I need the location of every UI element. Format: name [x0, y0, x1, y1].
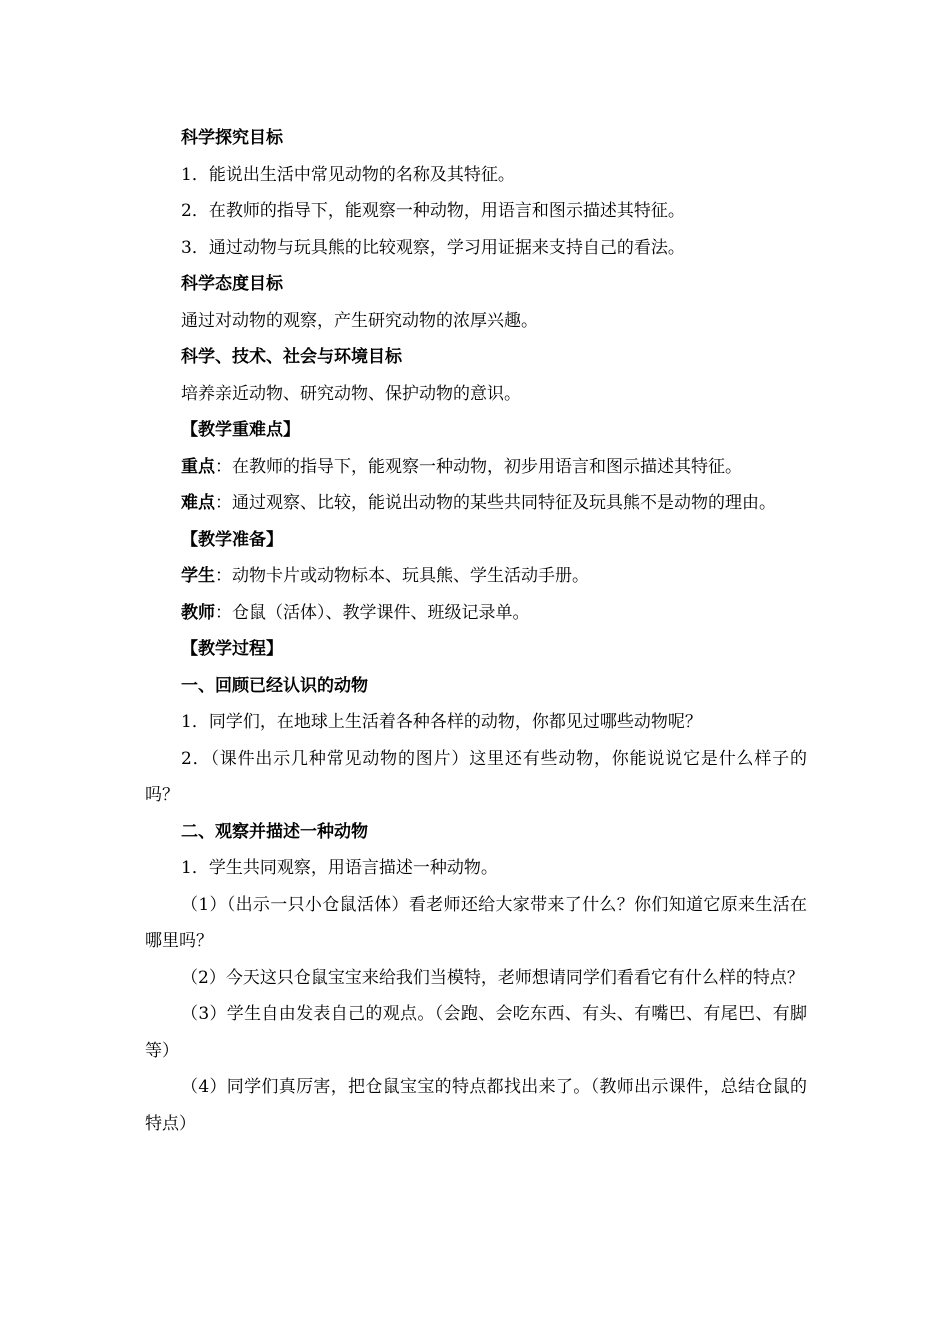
paragraph: 1．同学们，在地球上生活着各种各样的动物，你都见过哪些动物呢？	[181, 712, 702, 732]
label-teacher: 教师	[181, 602, 215, 623]
paragraph: （2）今天这只仓鼠宝宝来给我们当模特，老师想请同学们看看它有什么样的特点？	[181, 967, 804, 988]
paragraph-student-prep	[145, 558, 807, 595]
section-heading-process: 【教学过程】	[181, 639, 283, 659]
paragraph-key-point	[145, 449, 807, 486]
label-student: 学生	[181, 566, 215, 586]
section-heading-attitude-goals: 科学态度目标	[181, 274, 283, 294]
label-difficult: 难点	[181, 493, 215, 513]
paragraph: 3．通过动物与玩具熊的比较观察，学习用证据来支持自己的看法。	[181, 237, 685, 258]
paragraph: 通过对动物的观察，产生研究动物的浓厚兴趣。	[181, 310, 538, 331]
paragraph-teacher-prep	[145, 595, 807, 632]
paragraph: （3）学生自由发表自己的观点。（会跑、会吃东西、有头、有嘴巴、有尾巴、有脚等）	[145, 1004, 807, 1061]
text-difficult: ：通过观察、比较，能说出动物的某些共同特征及玩具熊不是动物的理由。	[215, 493, 776, 513]
section-heading-stse-goals: 科学、技术、社会与环境目标	[181, 347, 402, 367]
paragraph: （4）同学们真厉害，把仓鼠宝宝的特点都找出来了。（教师出示课件，总结仓鼠的特点）	[145, 1077, 807, 1134]
subheading-review: 一、回顾已经认识的动物	[181, 675, 368, 696]
paragraph: 2．在教师的指导下，能观察一种动物，用语言和图示描述其特征。	[181, 201, 685, 221]
paragraph: 2．（课件出示几种常见动物的图片）这里还有些动物，你能说说它是什么样子的吗？	[145, 748, 807, 805]
section-heading-preparation: 【教学准备】	[181, 529, 283, 550]
paragraph: （1）（出示一只小仓鼠活体）看老师还给大家带来了什么？你们知道它原来生活在哪里吗？	[145, 894, 807, 951]
paragraph: 1．学生共同观察，用语言描述一种动物。	[181, 858, 498, 878]
section-heading-inquiry-goals: 科学探究目标	[181, 128, 283, 148]
label-key: 重点	[181, 456, 215, 477]
subheading-observe: 二、观察并描述一种动物	[181, 821, 368, 842]
text-key: ：在教师的指导下，能观察一种动物，初步用语言和图示描述其特征。	[215, 456, 742, 477]
paragraph-difficult-point	[145, 485, 807, 522]
paragraph: 1．能说出生活中常见动物的名称及其特征。	[181, 164, 515, 185]
text-student: ：动物卡片或动物标本、玩具熊、学生活动手册。	[215, 566, 589, 586]
text-teacher: ：仓鼠（活体）、教学课件、班级记录单。	[215, 602, 530, 623]
section-heading-key-points: 【教学重难点】	[181, 420, 300, 440]
document-page	[145, 120, 807, 1142]
paragraph: 培养亲近动物、研究动物、保护动物的意识。	[181, 383, 521, 404]
